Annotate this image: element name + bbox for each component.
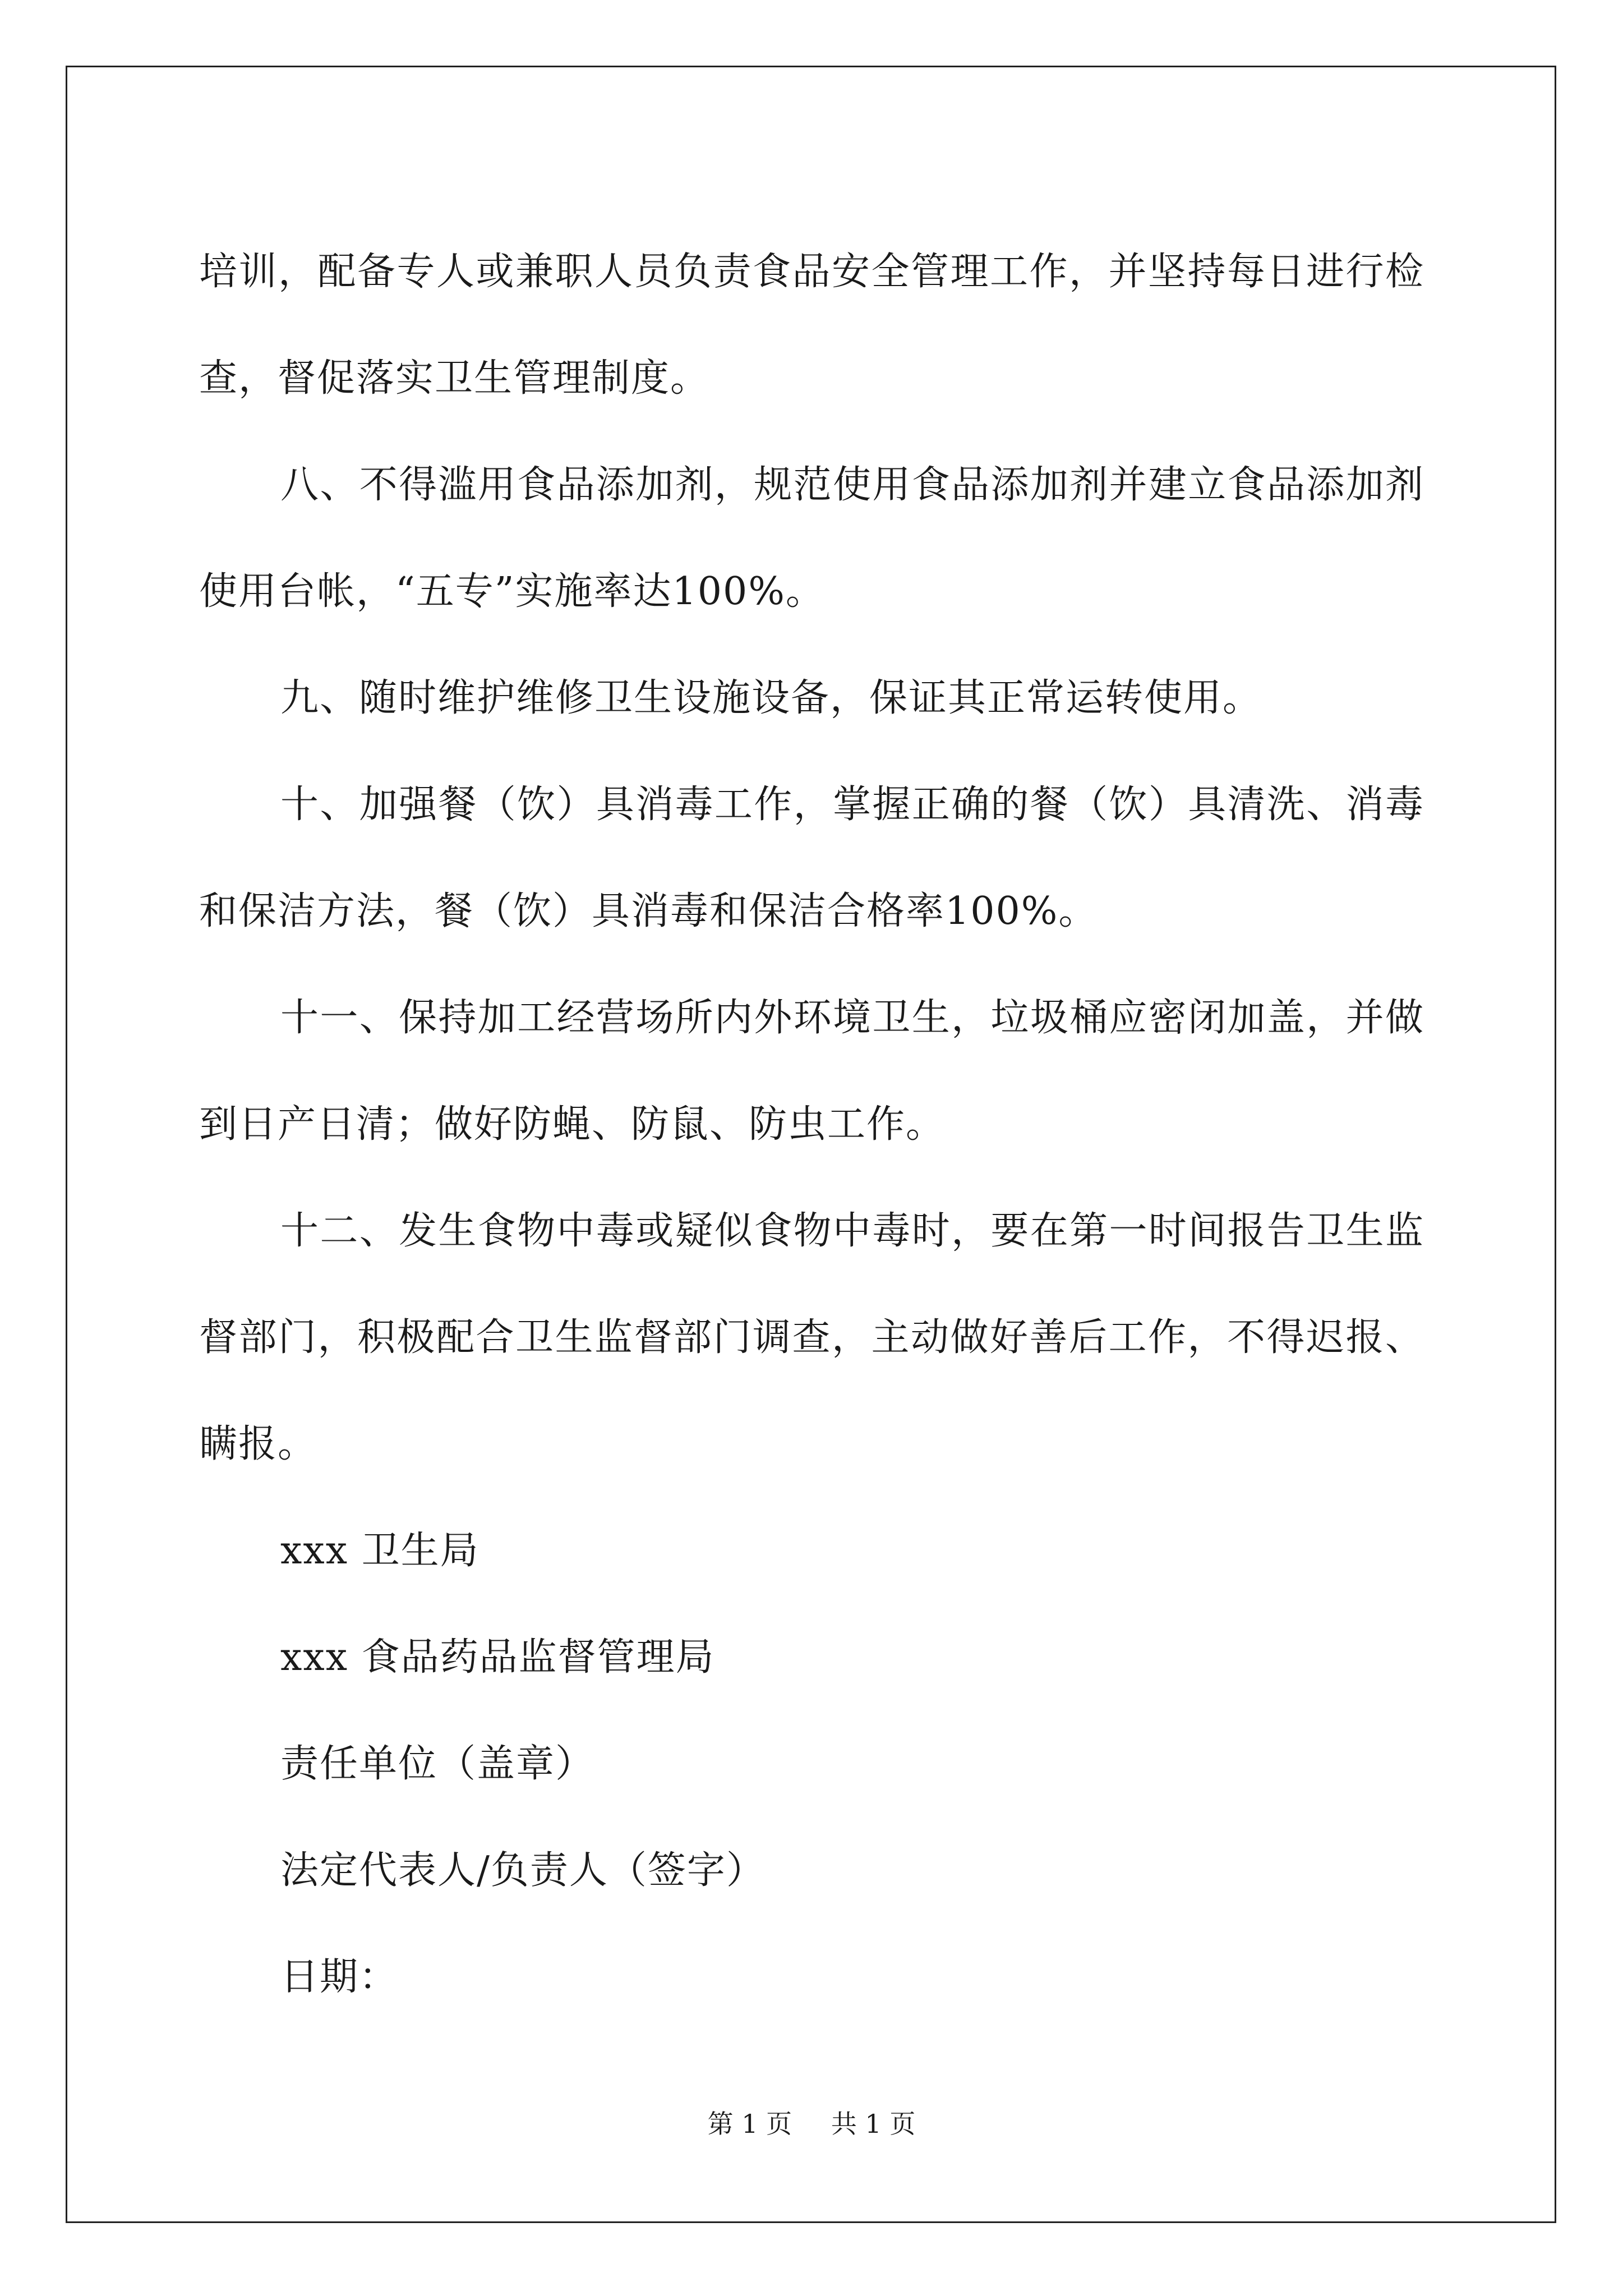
page-total: 共 1 页 bbox=[831, 2109, 916, 2139]
signature-org-health-bureau: xxx 卫生局 bbox=[280, 1529, 479, 1573]
paragraph-item-9: 九、随时维护维修卫生设施设备，保证其正常运转使用。 bbox=[280, 676, 1262, 720]
document-body bbox=[199, 219, 1424, 2031]
signature-responsible-unit: 责任单位（盖章） bbox=[280, 1742, 595, 1786]
signature-legal-representative: 法定代表人/负责人（签字） bbox=[280, 1848, 766, 1893]
page-number: 第 1 页 bbox=[707, 2109, 792, 2139]
paragraph-item-10: 十、加强餐（饮）具消毒工作，掌握正确的餐（饮）具清洗、消毒和保洁方法，餐（饮）具消毒和保洁合格率100%。 bbox=[199, 783, 1424, 933]
page-footer bbox=[0, 2104, 1623, 2141]
paragraph-item-8: 八、不得滥用食品添加剂，规范使用食品添加剂并建立食品添加剂使用台帐，“五专”实施率达100%。 bbox=[199, 463, 1424, 614]
paragraph-item-11: 十一、保持加工经营场所内外环境卫生，垃圾桶应密闭加盖，并做到日产日清；做好防蝇、防鼠、防虫工作。 bbox=[199, 996, 1424, 1147]
paragraph-item-12: 十二、发生食物中毒或疑似食物中毒时，要在第一时间报告卫生监督部门，积极配合卫生监督部门调查，主动做好善后工作，不得迟报、瞒报。 bbox=[199, 1209, 1424, 1466]
signature-date: 日期： bbox=[280, 1955, 399, 1999]
signature-org-fda: xxx 食品药品监督管理局 bbox=[280, 1635, 715, 1680]
paragraph-intro: 培训，配备专人或兼职人员负责食品安全管理工作，并坚持每日进行检查，督促落实卫生管理制度。 bbox=[199, 250, 1424, 401]
